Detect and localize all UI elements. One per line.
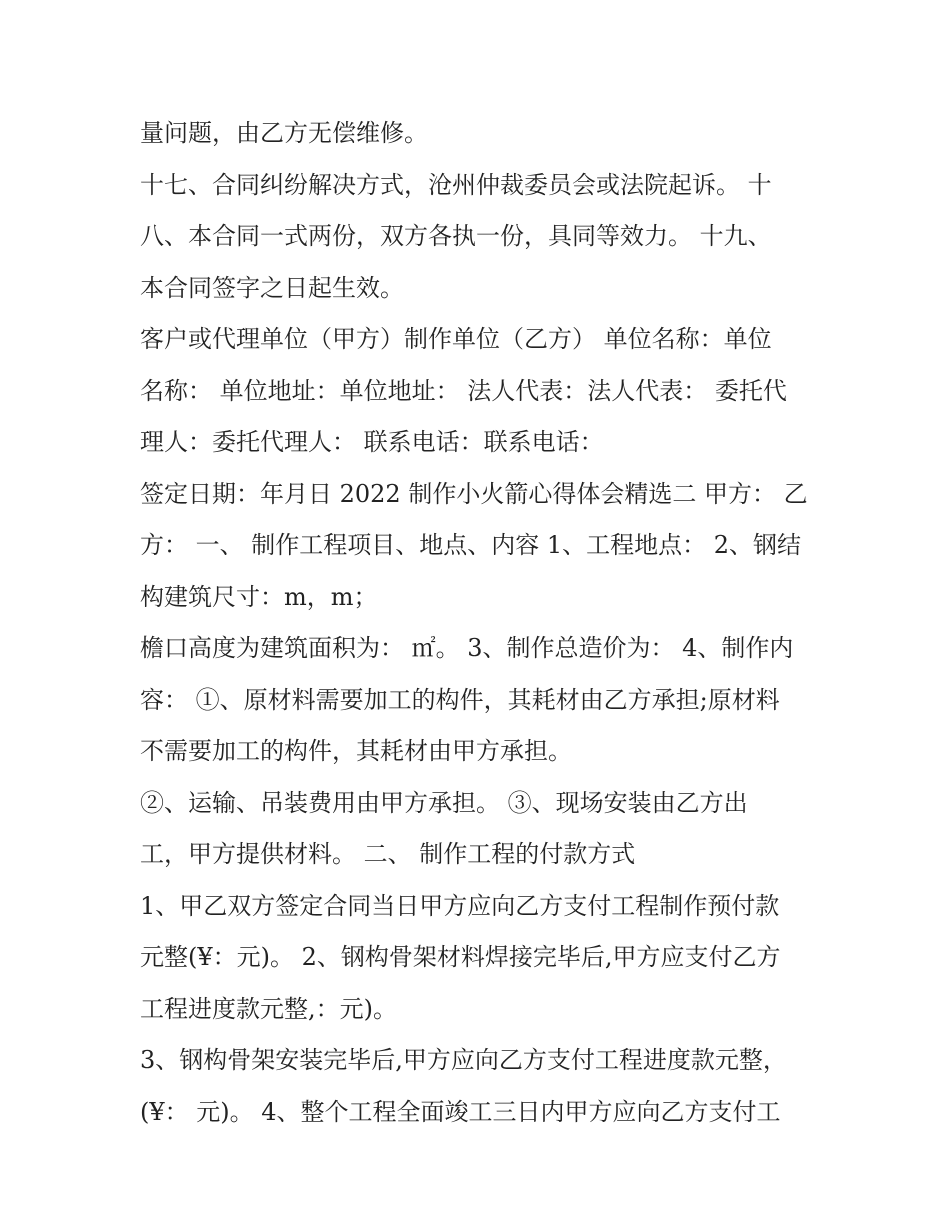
text-line: ②、运输、吊装费用由甲方承担。 ③、现场安装由乙方出 bbox=[140, 788, 748, 817]
text-line: 客户或代理单位（甲方）制作单位（乙方） 单位名称：单位 bbox=[140, 325, 772, 353]
text-line: 容： ①、原材料需要加工的构件，其耗材由乙方承担;原材料 bbox=[140, 685, 780, 714]
text-line: 本合同签字之日起生效。 bbox=[140, 273, 404, 302]
paragraph-party-info bbox=[140, 314, 820, 469]
paragraph-dispute-resolution bbox=[140, 160, 820, 315]
text-line: 檐口高度为建筑面积为： ㎡。 3、制作总造价为： 4、制作内 bbox=[140, 634, 794, 662]
text-line: 十七、合同纠纷解决方式，沧州仲裁委员会或法院起诉。 十 bbox=[140, 170, 772, 199]
text-line: 工，甲方提供材料。 二、 制作工程的付款方式 bbox=[140, 840, 636, 868]
text-line: 3、钢构骨架安装完毕后,甲方应向乙方支付工程进度款元整， bbox=[140, 1046, 787, 1074]
text-line: 方： 一、 制作工程项目、地点、内容 1、工程地点： 2、钢结 bbox=[140, 531, 802, 559]
text-line: 不需要加工的构件，其耗材由甲方承担。 bbox=[140, 737, 572, 765]
text-line: 签定日期：年月日 2022 制作小火箭心得体会精选二 甲方： 乙 bbox=[140, 479, 808, 508]
paragraph-payment-1 bbox=[140, 881, 820, 1036]
text-line: 量问题，由乙方无偿维修。 bbox=[140, 119, 428, 147]
paragraph-transport bbox=[140, 778, 820, 881]
text-line: 1、甲乙双方签定合同当日甲方应向乙方支付工程制作预付款 bbox=[140, 891, 780, 920]
text-line: (¥： 元)。 4、整个工程全面竣工三日内甲方应向乙方支付工 bbox=[140, 1097, 781, 1126]
document-body bbox=[140, 108, 820, 1138]
text-line: 八、本合同一式两份，双方各执一份，具同等效力。 十九、 bbox=[140, 222, 772, 250]
paragraph-eave-height bbox=[140, 623, 820, 778]
text-line: 理人：委托代理人： 联系电话：联系电话： bbox=[140, 428, 604, 456]
text-line: 名称： 单位地址：单位地址： 法人代表：法人代表： 委托代 bbox=[140, 376, 787, 405]
text-line: 工程进度款元整,：元)。 bbox=[140, 994, 397, 1023]
paragraph-warranty bbox=[140, 108, 820, 160]
text-line: 构建筑尺寸：m，m； bbox=[140, 582, 378, 611]
paragraph-payment-3 bbox=[140, 1035, 820, 1138]
paragraph-signing-date bbox=[140, 469, 820, 624]
text-line: 元整(¥：元)。 2、钢构骨架材料焊接完毕后,甲方应支付乙方 bbox=[140, 943, 781, 971]
